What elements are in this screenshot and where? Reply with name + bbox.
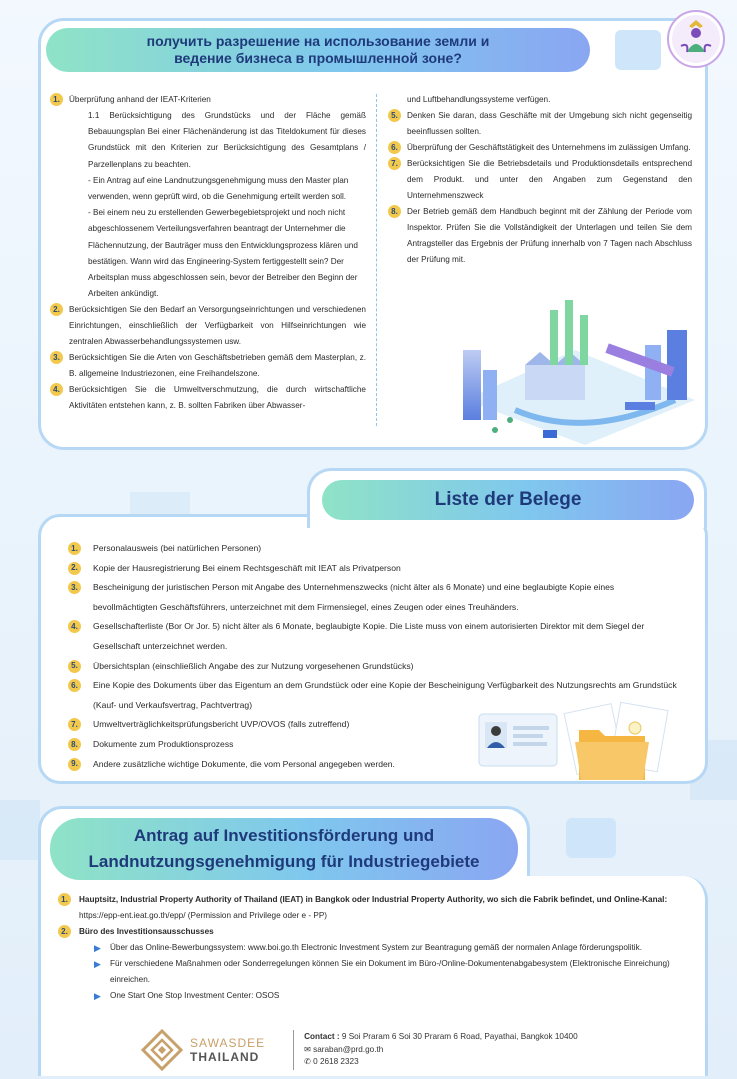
document-item-6-text: Eine Kopie des Dokuments über das Eigentum an dem Grundstück oder eine Kopie der Bescheinigung Verfügbarkeit des Nutzungsrechts am Grundstück (Kauf- und Verkaufsvertrag, Pachtvertrag): [93, 680, 677, 710]
document-item-4: [68, 617, 680, 656]
investment-bullet-1: [58, 940, 692, 956]
number-badge: 7.: [68, 718, 81, 731]
ministry-emblem: [667, 10, 725, 68]
criteria-item-1-text: Überprüfung anhand der IEAT-Kriterien: [69, 95, 211, 104]
number-badge: 6.: [388, 141, 401, 154]
criteria-item-7: [388, 156, 692, 204]
investment-item-2: [58, 924, 692, 940]
criteria-item-4-cont-text: und Luftbehandlungssysteme verfügen.: [407, 95, 551, 104]
criteria-right-column: [388, 92, 692, 268]
criteria-title-line2: ведение бизнеса в промышленной зоне?: [174, 50, 462, 66]
document-item-7: [68, 715, 468, 735]
investment-item-2-bold: Büro des Investitionsausschusses: [79, 927, 214, 936]
footer-divider: [293, 1030, 294, 1070]
number-badge: 5.: [68, 660, 81, 673]
criteria-item-1-sub-1: 1.1 Berücksichtigung des Grundstücks und der Fläche gemäß Bebauungsplan Bei einer Flächenänderung ist das Titeldokument für dieses Grundstück mit den Kriterien zur Berücksichtigung des Gesamtplans / Parzellenplans zu beachten.: [88, 111, 366, 169]
document-item-1-text: Personalausweis (bei natürlichen Personen): [93, 543, 262, 553]
contact-phone[interactable]: 0 2618 2323: [313, 1057, 359, 1067]
criteria-item-3: [50, 350, 366, 382]
document-item-3-text: Bescheinigung der juristischen Person mit Angabe des Unternehmenszwecks (nicht älter als 6 Monate) und eine beglaubigte Kopie eines bevollmächtigten Geschäftsführers, unterzeichnet mit dem Firmensiegel, eines Zeugen oder eines Treuhänders.: [93, 582, 615, 612]
investment-title-line1: Antrag auf Investitionsförderung und: [133, 826, 435, 845]
investment-bullet-2: [58, 956, 692, 988]
logo-line2: THAILAND: [190, 1050, 260, 1064]
contact-email[interactable]: saraban@prd.go.th: [313, 1044, 384, 1054]
number-badge: 4.: [50, 383, 63, 396]
investment-title-line2: Landnutzungsgenehmigung für Industriegebiete: [88, 852, 480, 871]
number-badge: 1.: [50, 93, 63, 106]
documents-title-text: Liste der Belege: [434, 489, 582, 510]
number-badge: 8.: [68, 738, 81, 751]
arrow-right-icon: ▶: [94, 959, 101, 969]
criteria-item-1: [50, 92, 366, 108]
contact-block: [304, 1031, 578, 1069]
document-item-5-text: Übersichtsplan (einschließlich Angabe des zur Nutzung vorgesehenen Grundstücks): [93, 660, 414, 671]
criteria-item-5-text: Denken Sie daran, dass Geschäfte mit der Umgebung sich nicht gegenseitig beeinflussen sollten.: [407, 111, 692, 136]
criteria-item-6-text: Überprüfung der Geschäftstätigkeit des Unternehmens im zulässigen Umfang.: [407, 143, 691, 152]
criteria-item-2-text: Berücksichtigen Sie den Bedarf an Versorgungseinrichtungen und verschiedenen Einrichtungen, einschließlich der Verfügbarkeit von Hilfseinrichtungen wie zentralen Abwasserbehandlungssystemen usw.: [69, 305, 366, 347]
documents-title: [322, 480, 694, 520]
sawasdee-logo-icon: [140, 1028, 184, 1072]
document-item-1: [68, 539, 680, 559]
mail-icon: ✉: [304, 1044, 311, 1054]
criteria-item-2: [50, 302, 366, 350]
emblem-figure-icon: [669, 12, 723, 66]
document-item-9-text: Andere zusätzliche wichtige Dokumente, die vom Personal angegeben werden.: [93, 758, 395, 769]
criteria-title-line1: получить разрешение на использование земли и: [146, 33, 490, 49]
deco-blue-square: [615, 30, 661, 70]
criteria-item-4-text: Berücksichtigen Sie die Umweltverschmutzung, die durch wirtschaftliche Aktivitäten entstehen kann, z. B. sollten Fabriken über Abwasser-: [69, 385, 366, 411]
deco-blue-square-2: [566, 818, 616, 858]
number-badge: 2.: [58, 925, 71, 938]
criteria-item-4-continued: [388, 92, 692, 108]
investment-bullet-3-text: One Start One Stop Investment Center: OSOS: [110, 991, 280, 1000]
document-item-5: [68, 657, 680, 677]
document-item-4-text: Gesellschafterliste (Bor Or Jor. 5) nicht älter als 6 Monate, beglaubigte Kopie. Die Liste muss von einem autorisierten Direktor mit dem Siegel der Gesellschaft unterzeichnet werden.: [93, 621, 645, 651]
investment-list: [58, 892, 692, 1004]
number-badge: 3.: [68, 581, 81, 594]
number-badge: 6.: [68, 679, 81, 692]
document-item-2: [68, 559, 680, 579]
criteria-item-3-text: Berücksichtigen Sie die Arten von Geschäftsbetrieben gemäß dem Masterplan, z. B. allgemeine Industriezonen, eine Freihandelszone.: [69, 353, 366, 379]
industrial-city-illustration: [455, 290, 700, 445]
documents-folder-illustration: [475, 700, 685, 782]
investment-bullet-2-text: Für verschiedene Maßnahmen oder Sonderregelungen können Sie ein Dokument im Büro-/Online-Dokumentenabgabesystem (Elektronische Einreichung) einreichen.: [110, 959, 670, 984]
criteria-item-1-sub-3: - Bei einem neu zu erstellenden Gewerbegebietsprojekt und noch nicht abgeschlossenem Verteilungsverfahren beantragt der Unternehmer die Flächennutzung, der Bauträger muss den Entwicklungsprozess klären und bestätigen. Wann wird das Engineering-System fertiggestellt sein? Der Arbeitsplan muss abgeschlossen sein, bevor der Betreiber den Beginn der Arbeiten ankündigt.: [88, 208, 358, 299]
number-badge: 5.: [388, 109, 401, 122]
document-item-8-text: Dokumente zum Produktionsprozess: [93, 738, 234, 749]
document-item-3: [68, 578, 680, 617]
criteria-item-4: [50, 382, 366, 414]
logo-line1: SAWASDEE: [190, 1036, 266, 1050]
number-badge: 9.: [68, 758, 81, 771]
number-badge: 4.: [68, 620, 81, 633]
arrow-right-icon: ▶: [94, 943, 101, 953]
investment-title: [50, 818, 518, 880]
number-badge: 7.: [388, 157, 401, 170]
criteria-left-column: [50, 92, 366, 414]
number-badge: 1.: [58, 893, 71, 906]
number-badge: 3.: [50, 351, 63, 364]
criteria-item-8-text: Der Betrieb gemäß dem Handbuch beginnt mit der Zählung der Periode vom Inspektor. Prüfen Sie die Vollständigkeit der Unterlagen und teilen Sie dem Antragsteller das Ergebnis der Prüfung innerhalb von 7 Tagen nach Abschluss der Prüfung mit.: [407, 207, 692, 264]
column-divider: [376, 94, 377, 426]
investment-bullet-1-text: Über das Online-Bewerbungssystem: www.boi.go.th Electronic Investment System zur Beantragung gemäß der normalen Anlage förderungspolitik.: [110, 943, 642, 952]
document-item-7-text: Umweltverträglichkeitsprüfungsbericht UVP/OVOS (falls zutreffend): [93, 719, 350, 730]
investment-item-1-bold: Hauptsitz, Industrial Property Authority of Thailand (IEAT) in Bangkok oder Industrial Property Authority, wo sich die Fabrik befindet, und Online-Kanal:: [79, 895, 668, 904]
footer: [140, 1026, 610, 1074]
investment-bullet-3: [58, 988, 692, 1004]
investment-item-1-link[interactable]: https://epp-ent.ieat.go.th/epp/ (Permission and Privilege oder e - PP): [79, 911, 328, 920]
document-item-8: [68, 735, 468, 755]
criteria-item-6: [388, 140, 692, 156]
number-badge: 2.: [68, 562, 81, 575]
number-badge: 2.: [50, 303, 63, 316]
criteria-item-1-sub-2: - Ein Antrag auf eine Landnutzungsgenehmigung muss den Master plan verwenden, wenn geprüft wird, ob die Genehmigung erteilt werden soll.: [88, 175, 349, 202]
number-badge: 1.: [68, 542, 81, 555]
criteria-item-7-text: Berücksichtigen Sie die Betriebsdetails und Produktionsdetails entsprechend dem Produkt. und unter den Angaben zum Gegenstand den Unternehmenszweck: [407, 159, 692, 200]
document-item-9: [68, 755, 468, 775]
criteria-title: [46, 28, 590, 72]
document-item-2-text: Kopie der Hausregistrierung Bei einem Rechtsgeschäft mit IEAT als Privatperson: [93, 562, 401, 573]
phone-icon: ✆: [304, 1057, 311, 1067]
arrow-right-icon: ▶: [94, 991, 101, 1001]
criteria-item-5: [388, 108, 692, 140]
sawasdee-logo-text: [190, 1036, 265, 1064]
investment-item-1: [58, 892, 692, 924]
contact-label: Contact :: [304, 1032, 340, 1042]
criteria-item-8: [388, 204, 692, 268]
number-badge: 8.: [388, 205, 401, 218]
contact-address: 9 Soi Praram 6 Soi 30 Praram 6 Road, Payathai, Bangkok 10400: [339, 1032, 578, 1042]
